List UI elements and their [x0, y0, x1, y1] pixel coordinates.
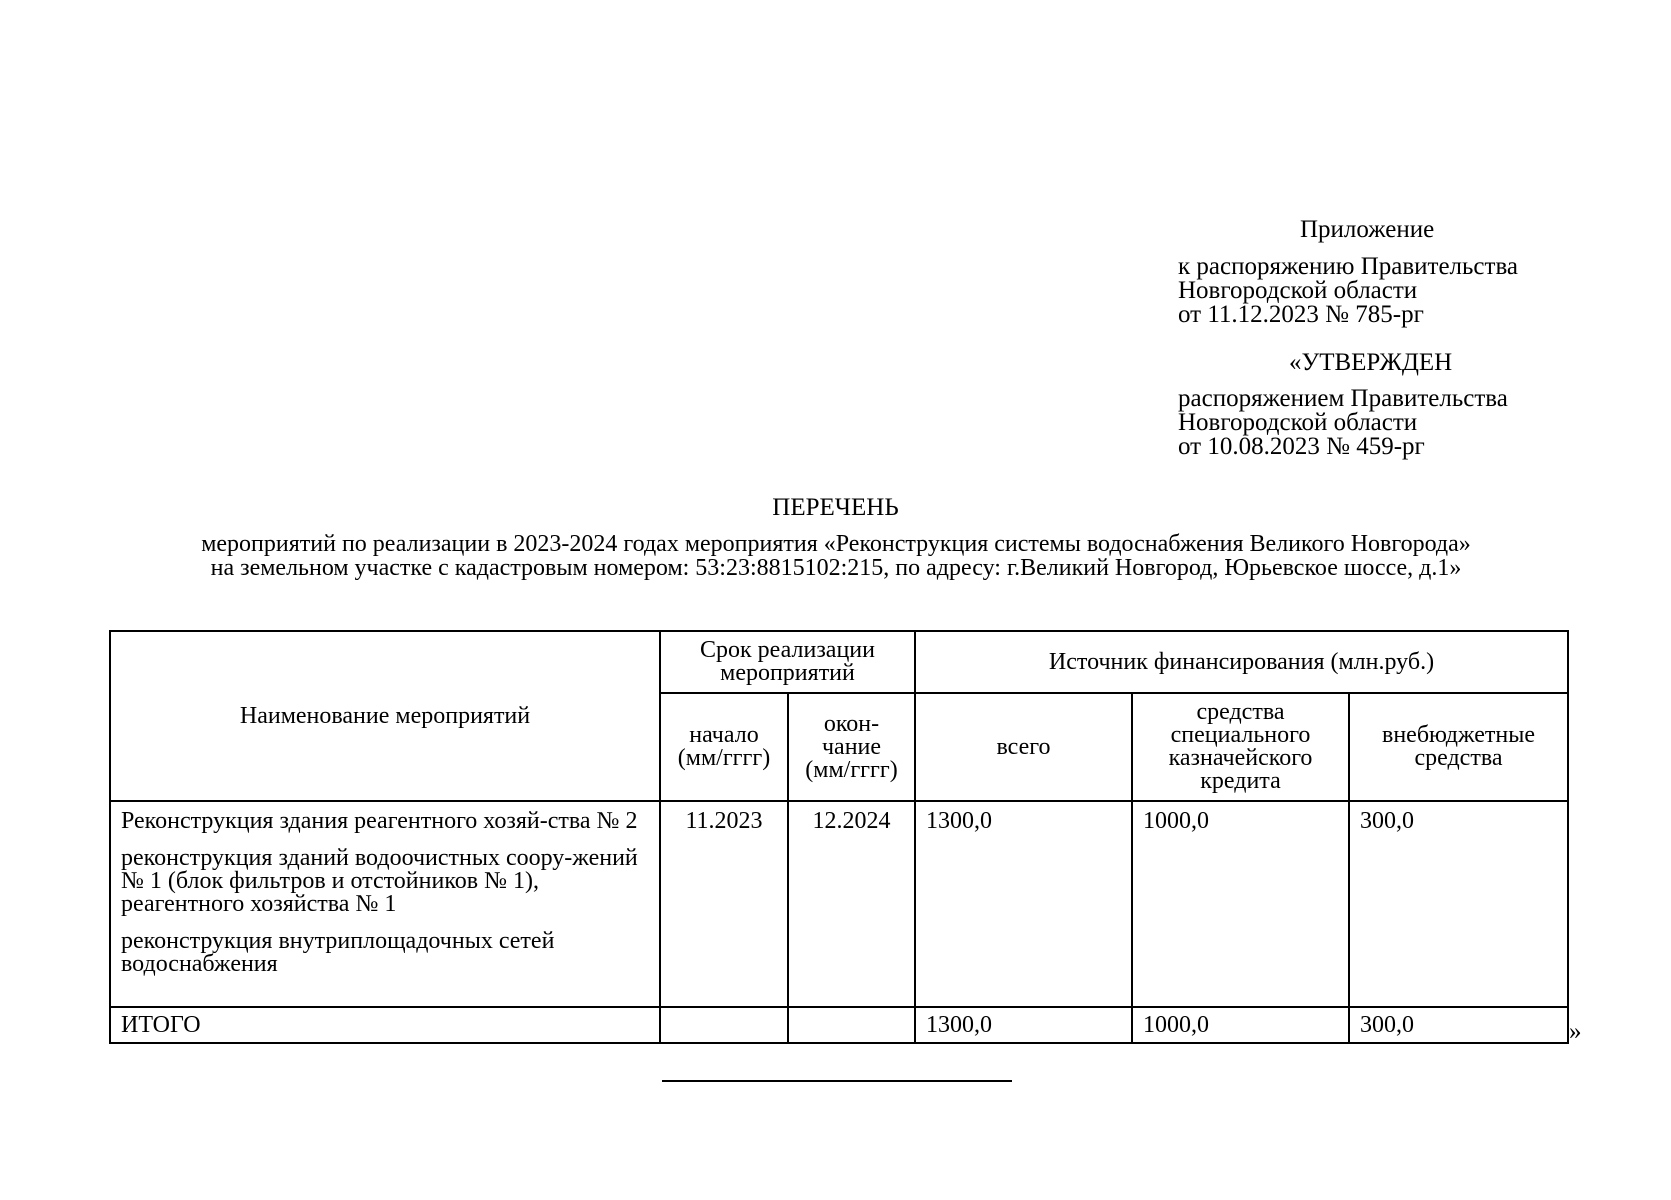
- row-names-cell: [110, 801, 660, 1007]
- row-end: 12.2024: [788, 801, 915, 1007]
- measures-table: [109, 630, 1569, 1044]
- row-treasury: 1000,0: [1132, 801, 1349, 1007]
- row-total: 1300,0: [915, 801, 1132, 1007]
- total-sum: 1300,0: [915, 1007, 1132, 1043]
- approved-line-3: от 10.08.2023 № 459-рг: [1178, 433, 1425, 460]
- approved-line-2: Новгородской области: [1178, 409, 1418, 436]
- header-end: окон-чание (мм/гггг): [788, 693, 915, 801]
- header-total: всего: [915, 693, 1132, 801]
- header-name: Наименование мероприятий: [110, 631, 660, 801]
- row-name: реконструкция зданий водоочистных соору-жений № 1 (блок фильтров и отстойников № 1), реагентного хозяйства № 1: [121, 845, 638, 917]
- approved-line-1: распоряжением Правительства: [1178, 385, 1508, 412]
- row-extrabudget: 300,0: [1349, 801, 1568, 1007]
- total-start: [660, 1007, 788, 1043]
- bottom-divider: [662, 1080, 1012, 1082]
- document-subtitle-line-2: на земельном участке с кадастровым номером: 53:23:8815102:215, по адресу: г.Великий Новгород, Юрьевское шоссе, д.1»: [210, 555, 1462, 581]
- row-start: 11.2023: [660, 801, 788, 1007]
- header-extrabudget: внебюджетные средства: [1349, 693, 1568, 801]
- table-row: [110, 801, 1568, 1007]
- appendix-title: Приложение: [1300, 216, 1435, 243]
- closing-quote: »: [1569, 1018, 1582, 1045]
- total-extrabudget: 300,0: [1349, 1007, 1568, 1043]
- header-treasury: средства специального казначейского кредита: [1132, 693, 1349, 801]
- total-end: [788, 1007, 915, 1043]
- total-label: ИТОГО: [110, 1007, 660, 1043]
- appendix-line-1: к распоряжению Правительства: [1178, 253, 1519, 280]
- row-name: реконструкция внутриплощадочных сетей водоснабжения: [121, 928, 555, 977]
- document-subtitle-line-1: мероприятий по реализации в 2023-2024 годах мероприятия «Реконструкция системы водоснабжения Великого Новгорода»: [201, 531, 1471, 557]
- header-funding-group: Источник финансирования (млн.руб.): [915, 631, 1568, 693]
- header-period-group: Срок реализации мероприятий: [660, 631, 915, 693]
- document-title: ПЕРЕЧЕНЬ: [772, 494, 899, 521]
- table-header-row-1: [110, 631, 1568, 693]
- approved-title: «УТВЕРЖДЕН: [1289, 349, 1453, 376]
- header-start: начало (мм/гггг): [660, 693, 788, 801]
- table-total-row: [110, 1007, 1568, 1043]
- total-treasury: 1000,0: [1132, 1007, 1349, 1043]
- appendix-line-2: Новгородской области: [1178, 277, 1418, 304]
- row-name: Реконструкция здания реагентного хозяй-ства № 2: [121, 808, 638, 834]
- appendix-line-3: от 11.12.2023 № 785-рг: [1178, 301, 1424, 328]
